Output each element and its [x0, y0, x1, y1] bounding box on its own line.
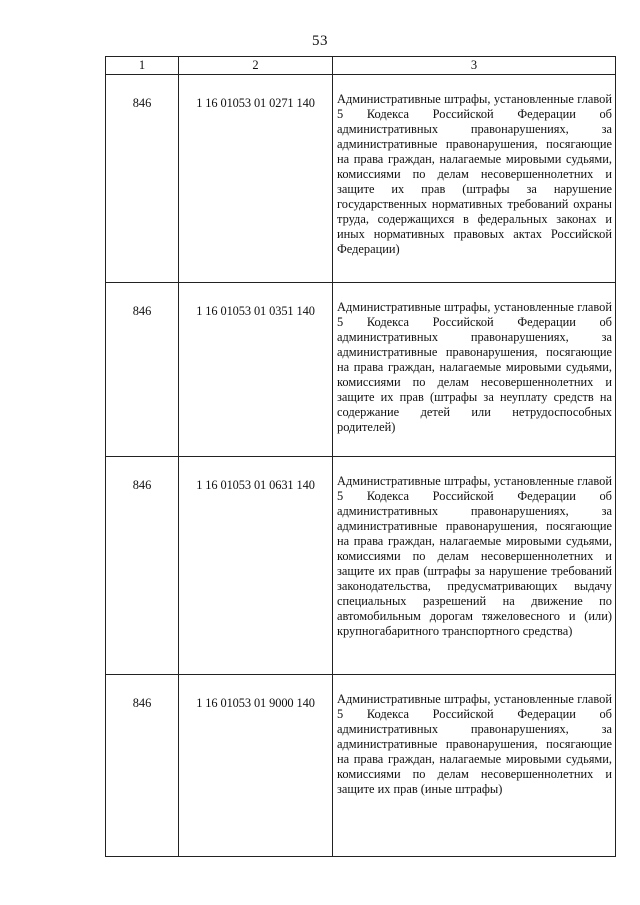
- budget-classification-code-cell: 1 16 01053 01 0351 140: [179, 283, 333, 457]
- column-header-3: 3: [333, 57, 616, 75]
- administrator-code-cell: 846: [106, 283, 179, 457]
- budget-classification-code-cell: 1 16 01053 01 0271 140: [179, 75, 333, 283]
- revenue-description-cell: Административные штрафы, установленные главой 5 Кодекса Российской Федерации об административных правонарушениях, за административные правонарушения, посягающие на права граждан, налагаемые мировыми судьями, комиссиями по делам несовершеннолетних и защите их прав (штрафы за нарушение требований законодательства, предусматривающих выдачу специальных разрешений на движение по автомобильным дорогам тяжеловесного и (или) крупногабаритного транспортного средства): [333, 457, 616, 675]
- table-row: [106, 283, 616, 457]
- administrator-code-cell: 846: [106, 75, 179, 283]
- table-row: [106, 675, 616, 857]
- budget-classification-code-cell: 1 16 01053 01 9000 140: [179, 675, 333, 857]
- administrator-code-cell: 846: [106, 675, 179, 857]
- column-header-1: 1: [106, 57, 179, 75]
- revenue-codes-table: [105, 56, 616, 857]
- administrator-code-cell: 846: [106, 457, 179, 675]
- budget-classification-code-cell: 1 16 01053 01 0631 140: [179, 457, 333, 675]
- table-header-row: [106, 57, 616, 75]
- table-row: [106, 75, 616, 283]
- revenue-description-cell: Административные штрафы, установленные главой 5 Кодекса Российской Федерации об административных правонарушениях, за административные правонарушения, посягающие на права граждан, налагаемые мировыми судьями, комиссиями по делам несовершеннолетних и защите их прав (штрафы за нарушение государственных нормативных требований охраны труда, содержащихся в федеральных законах и иных нормативных правовых актах Российской Федерации): [333, 75, 616, 283]
- column-header-2: 2: [179, 57, 333, 75]
- revenue-description-cell: Административные штрафы, установленные главой 5 Кодекса Российской Федерации об административных правонарушениях, за административные правонарушения, посягающие на права граждан, налагаемые мировыми судьями, комиссиями по делам несовершеннолетних и защите их прав (иные штрафы): [333, 675, 616, 857]
- table-row: [106, 457, 616, 675]
- page-number: 53: [312, 33, 328, 49]
- revenue-description-cell: Административные штрафы, установленные главой 5 Кодекса Российской Федерации об административных правонарушениях, за административные правонарушения, посягающие на права граждан, налагаемые мировыми судьями, комиссиями по делам несовершеннолетних и защите их прав (штрафы за неуплату средств на содержание детей или нетрудоспособных родителей): [333, 283, 616, 457]
